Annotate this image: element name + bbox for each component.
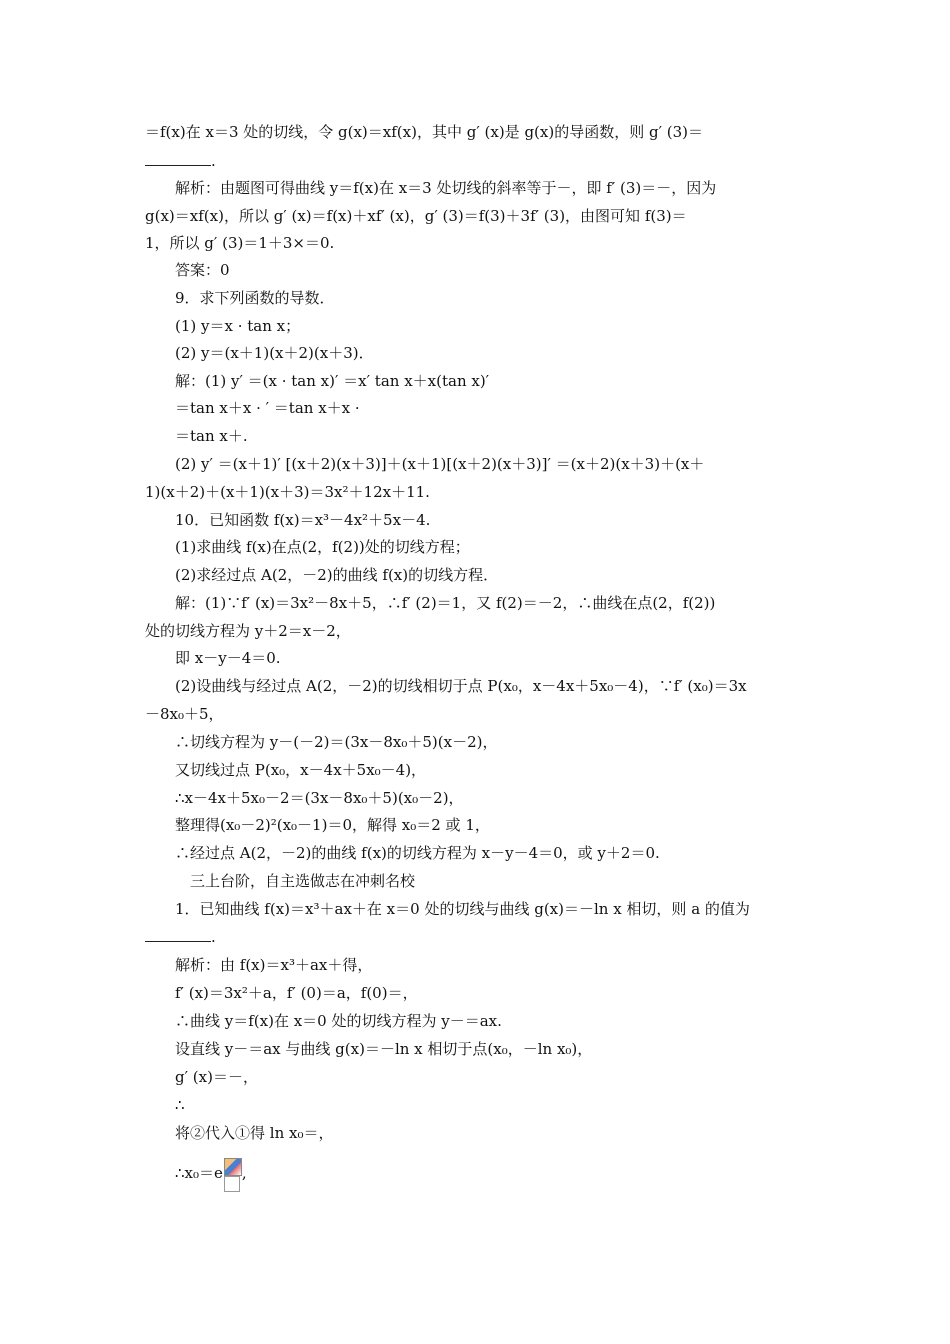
text-line: ∴经过点 A(2，－2)的曲线 f(x)的切线方程为 x－y－4＝0，或 y＋2＝0. — [175, 844, 660, 862]
text-line: (2)设曲线与经过点 A(2，－2)的切线相切于点 P(x₀，x－4x＋5x₀－4)，∵f′ (x₀)＝3x — [175, 677, 747, 695]
answer-blank — [145, 927, 211, 942]
text-line: 1．已知曲线 f(x)＝x³＋ax＋在 x＝0 处的切线与曲线 g(x)＝－ln x 相切，则 a 的值为 — [175, 900, 750, 918]
answer-blank — [145, 151, 211, 166]
formula-image-fragment — [224, 1158, 242, 1176]
text-line: 整理得(x₀－2)²(x₀－1)＝0，解得 x₀＝2 或 1， — [175, 816, 490, 834]
text-fragment: , — [241, 1164, 247, 1182]
text-line: 解析：由 f(x)＝x³＋ax＋得， — [175, 956, 373, 974]
text-fragment: ∴x₀＝e — [175, 1164, 223, 1182]
text-fragment: . — [211, 152, 216, 170]
text-line: 即 x－y－4＝0. — [175, 649, 281, 667]
text-line: ∴x－4x＋5x₀－2＝(3x－8x₀＋5)(x₀－2)， — [175, 789, 464, 807]
text-line-with-blank — [145, 927, 216, 947]
text-line: ＝f(x)在 x＝3 处的切线，令 g(x)＝xf(x)，其中 g′ (x)是 g(x)的导函数，则 g′ (3)＝ — [145, 123, 703, 141]
text-line: ∴切线方程为 y－(－2)＝(3x－8x₀＋5)(x－2)， — [175, 733, 498, 751]
text-line: ∴ — [175, 1096, 185, 1114]
text-line: (2) y′ ＝(x＋1)′ [(x＋2)(x＋3)]＋(x＋1)[(x＋2)(x＋3)]′ ＝(x＋2)(x＋3)＋(x＋ — [175, 455, 705, 473]
missing-image-box — [224, 1176, 240, 1192]
text-line-with-image — [175, 1158, 247, 1192]
text-line: 9．求下列函数的导数． — [175, 289, 335, 307]
text-line: g(x)＝xf(x)，所以 g′ (x)＝f(x)＋xf′ (x)，g′ (3)＝f(3)＋3f′ (3)，由图可知 f(3)＝ — [145, 207, 687, 225]
text-line: 处的切线方程为 y＋2＝x－2， — [145, 622, 351, 640]
text-line: 将②代入①得 ln x₀＝， — [175, 1124, 334, 1142]
text-line: 解析：由题图可得曲线 y＝f(x)在 x＝3 处切线的斜率等于－，即 f′ (3)＝－，因为 — [175, 179, 717, 197]
text-line: 10．已知函数 f(x)＝x³－4x²＋5x－4. — [175, 511, 431, 529]
broken-formula-image — [224, 1158, 242, 1192]
text-line: ∴曲线 y＝f(x)在 x＝0 处的切线方程为 y－＝ax. — [175, 1012, 502, 1030]
text-line: (2) y＝(x＋1)(x＋2)(x＋3)． — [175, 344, 374, 362]
text-line: ＝tan x＋. — [175, 427, 248, 445]
text-line: 1)(x＋2)＋(x＋1)(x＋3)＝3x²＋12x＋11. — [145, 483, 430, 501]
text-line: 解：(1)∵f′ (x)＝3x²－8x＋5，∴f′ (2)＝1，又 f(2)＝－2，∴曲线在点(2，f(2)) — [175, 594, 716, 612]
text-line: ＝tan x＋x · ′ ＝tan x＋x · — [175, 399, 360, 417]
text-line: 设直线 y－＝ax 与曲线 g(x)＝－ln x 相切于点(x₀，－ln x₀)， — [175, 1040, 593, 1058]
text-fragment: . — [211, 928, 216, 946]
text-line: 答案：0 — [175, 261, 230, 279]
text-line: 解：(1) y′ ＝(x · tan x)′ ＝x′ tan x＋x(tan x)′ — [175, 372, 490, 390]
text-line-with-blank — [145, 151, 216, 171]
text-line: －8x₀＋5， — [145, 705, 224, 723]
text-line: (1) y＝x · tan x； — [175, 317, 301, 335]
text-line: 又切线过点 P(x₀，x－4x＋5x₀－4)， — [175, 761, 427, 779]
text-line: g′ (x)＝－， — [175, 1068, 258, 1086]
text-line: (1)求曲线 f(x)在点(2，f(2))处的切线方程； — [175, 538, 470, 556]
text-line: 1，所以 g′ (3)＝1＋3×＝0. — [145, 234, 335, 252]
section-heading: 三上台阶，自主选做志在冲刺名校 — [190, 872, 416, 890]
text-line: (2)求经过点 A(2，－2)的曲线 f(x)的切线方程． — [175, 566, 499, 584]
text-line: f′ (x)＝3x²＋a，f′ (0)＝a，f(0)＝， — [175, 984, 418, 1002]
